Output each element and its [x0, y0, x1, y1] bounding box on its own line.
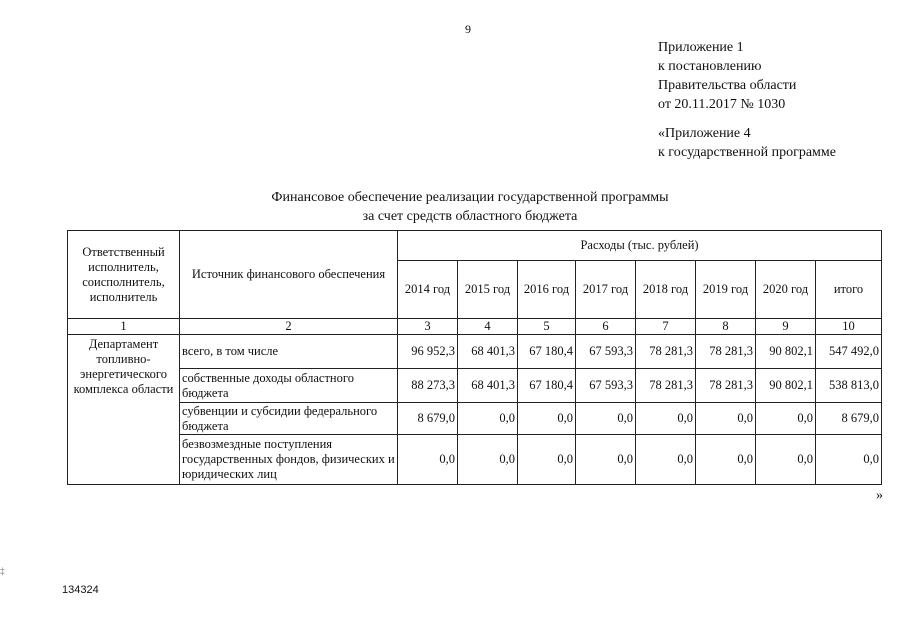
margin-mark: ‡ — [0, 566, 5, 576]
title-line: за счет средств областного бюджета — [362, 209, 578, 224]
table-row — [68, 369, 882, 403]
document-code: 134324 — [62, 584, 99, 596]
table-row — [68, 435, 882, 485]
value-cell: 67 593,3 — [576, 335, 636, 369]
value-cell: 67 180,4 — [518, 369, 576, 403]
total-cell: 0,0 — [816, 435, 882, 485]
appendix-line: к постановлению — [658, 59, 762, 74]
value-cell: 67 180,4 — [518, 335, 576, 369]
title-line: Финансовое обеспечение реализации государственной программы — [271, 190, 669, 205]
table-row — [68, 403, 882, 435]
value-cell: 78 281,3 — [636, 335, 696, 369]
value-cell: 78 281,3 — [636, 369, 696, 403]
column-number: 1 — [68, 319, 180, 335]
total-cell: 8 679,0 — [816, 403, 882, 435]
value-cell: 8 679,0 — [398, 403, 458, 435]
value-cell: 0,0 — [696, 403, 756, 435]
appendix-line: Правительства области — [658, 78, 797, 93]
column-number: 8 — [696, 319, 756, 335]
header-total: итого — [816, 261, 882, 319]
value-cell: 0,0 — [458, 403, 518, 435]
header-source: Источник финансового обеспечения — [180, 231, 398, 319]
value-cell: 0,0 — [576, 435, 636, 485]
value-cell: 0,0 — [398, 435, 458, 485]
header-year: 2019 год — [696, 261, 756, 319]
document-title — [200, 188, 740, 226]
header-executor: Ответственный исполнитель, соисполнитель, исполнитель — [68, 231, 180, 319]
total-cell: 538 813,0 — [816, 369, 882, 403]
source-cell: собственные доходы областного бюджета — [180, 369, 398, 403]
appendix-line: Приложение 1 — [658, 40, 744, 55]
value-cell: 0,0 — [518, 403, 576, 435]
value-cell: 88 273,3 — [398, 369, 458, 403]
value-cell: 0,0 — [458, 435, 518, 485]
appendix-header — [658, 38, 796, 114]
appendix-sub-line: «Приложение 4 — [658, 126, 751, 141]
header-expenses: Расходы (тыс. рублей) — [398, 231, 882, 261]
header-year: 2017 год — [576, 261, 636, 319]
value-cell: 0,0 — [756, 435, 816, 485]
value-cell: 90 802,1 — [756, 335, 816, 369]
column-number: 6 — [576, 319, 636, 335]
source-cell: безвозмездные поступления государственных фондов, физических и юридических лиц — [180, 435, 398, 485]
value-cell: 68 401,3 — [458, 335, 518, 369]
page-number: 9 — [465, 22, 471, 36]
value-cell: 0,0 — [696, 435, 756, 485]
financing-table — [67, 230, 882, 485]
value-cell: 78 281,3 — [696, 335, 756, 369]
value-cell: 96 952,3 — [398, 335, 458, 369]
source-cell: субвенции и субсидии федерального бюджета — [180, 403, 398, 435]
header-year: 2015 год — [458, 261, 518, 319]
closing-quote: » — [876, 488, 883, 503]
header-year: 2014 год — [398, 261, 458, 319]
value-cell: 90 802,1 — [756, 369, 816, 403]
column-number: 9 — [756, 319, 816, 335]
column-number: 10 — [816, 319, 882, 335]
value-cell: 0,0 — [576, 403, 636, 435]
column-number: 7 — [636, 319, 696, 335]
column-number: 5 — [518, 319, 576, 335]
value-cell: 67 593,3 — [576, 369, 636, 403]
source-cell: всего, в том числе — [180, 335, 398, 369]
value-cell: 0,0 — [756, 403, 816, 435]
column-number: 4 — [458, 319, 518, 335]
value-cell: 0,0 — [636, 403, 696, 435]
appendix-line: от 20.11.2017 № 1030 — [658, 97, 786, 112]
total-cell: 547 492,0 — [816, 335, 882, 369]
header-year: 2020 год — [756, 261, 816, 319]
value-cell: 68 401,3 — [458, 369, 518, 403]
header-year: 2016 год — [518, 261, 576, 319]
column-number: 3 — [398, 319, 458, 335]
organization-cell: Департамент топливно-энергетического комплекса области — [68, 335, 180, 485]
appendix-sub-line: к государственной программе — [658, 145, 836, 160]
value-cell: 0,0 — [518, 435, 576, 485]
value-cell: 78 281,3 — [696, 369, 756, 403]
header-year: 2018 год — [636, 261, 696, 319]
appendix-subheader — [658, 124, 836, 162]
table-row — [68, 335, 882, 369]
column-number: 2 — [180, 319, 398, 335]
value-cell: 0,0 — [636, 435, 696, 485]
